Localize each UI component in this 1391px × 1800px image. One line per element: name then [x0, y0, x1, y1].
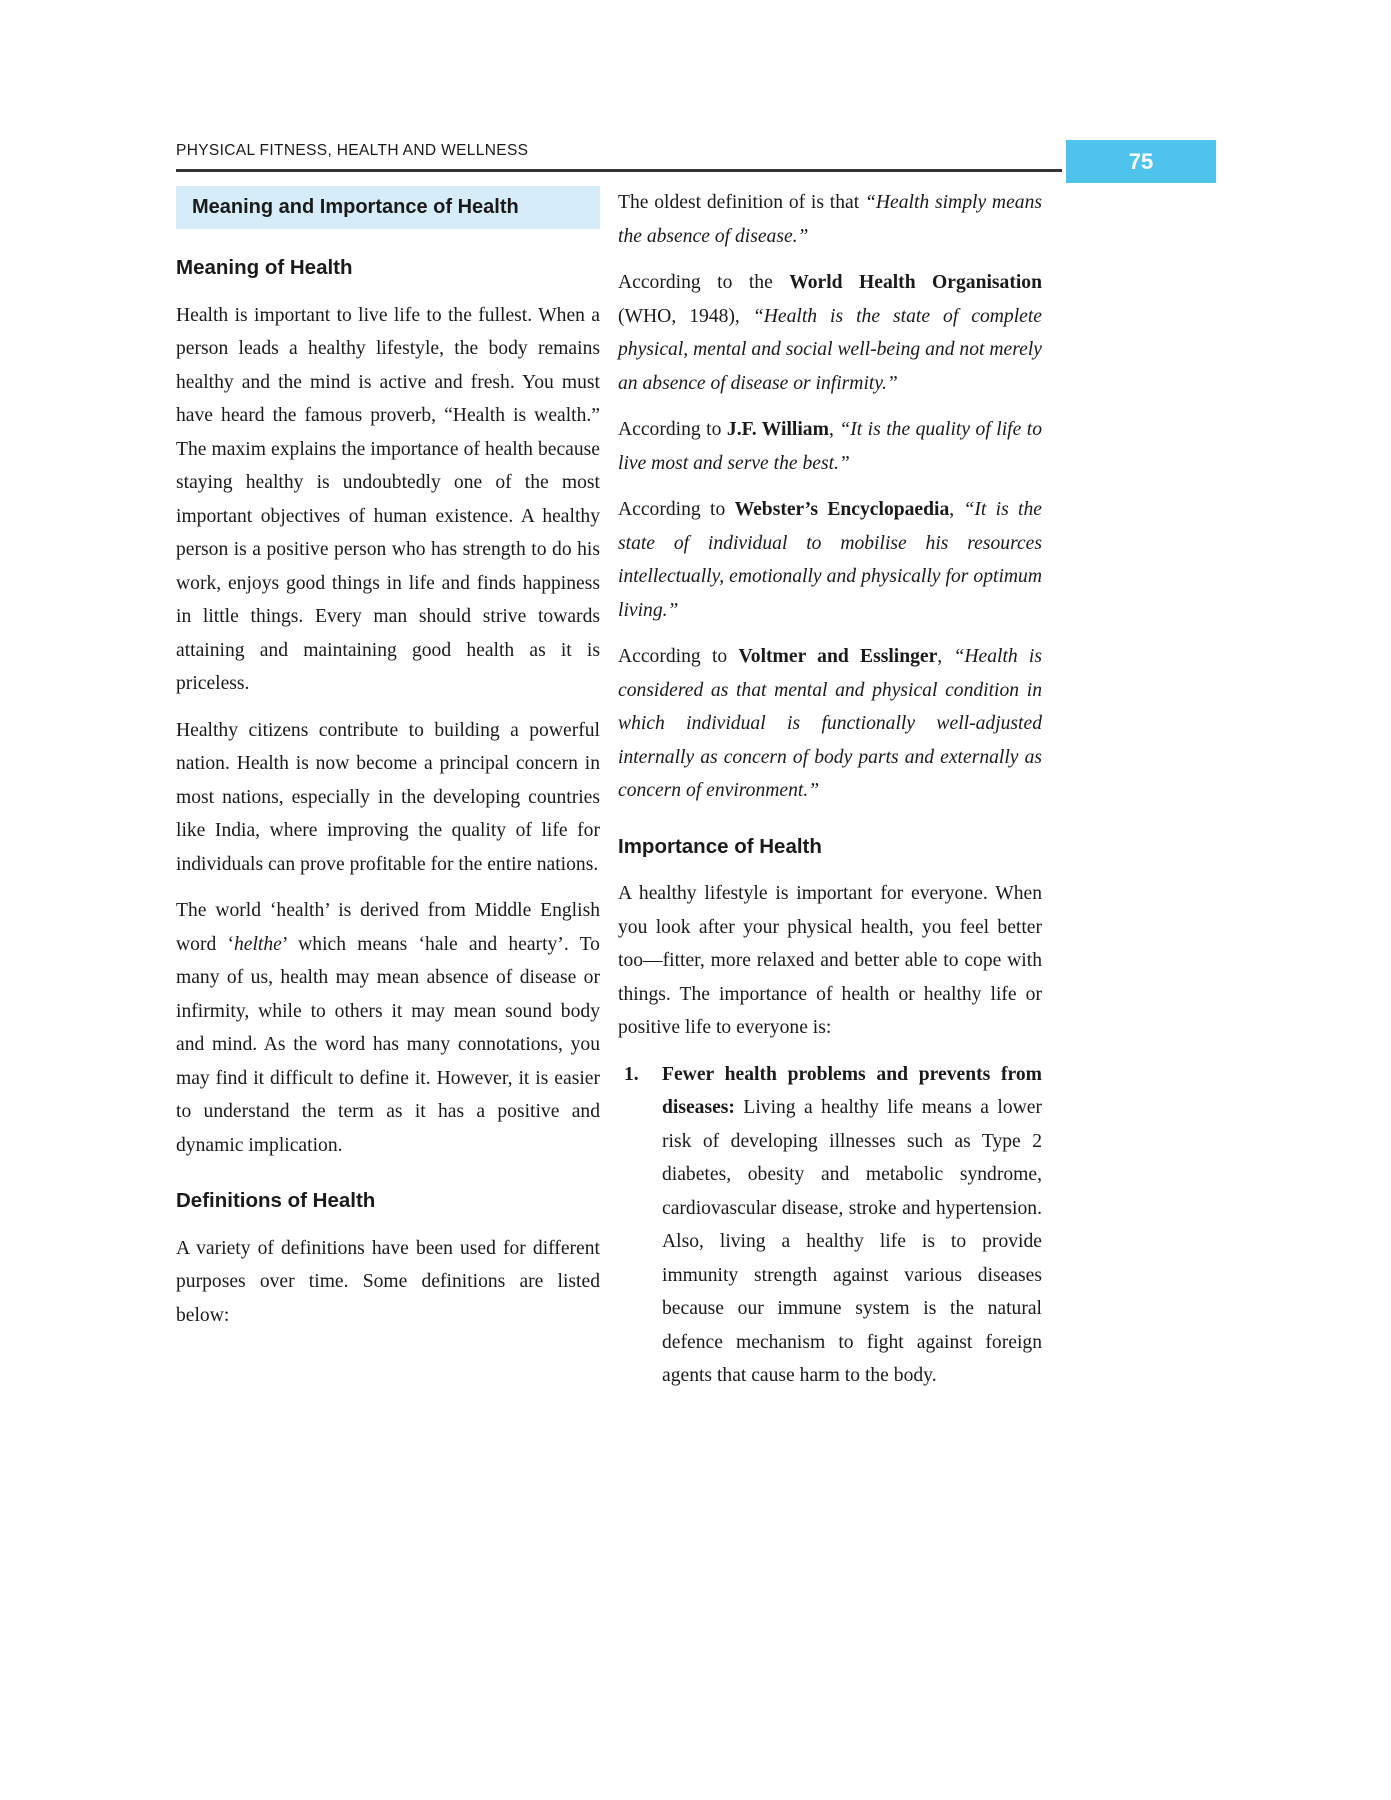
- definition-web-lead: According to: [618, 499, 735, 520]
- definition-jf-william: [618, 413, 1042, 480]
- definition-jf-lead: According to: [618, 419, 727, 440]
- word-helthe-italic: helthe: [234, 933, 282, 955]
- paragraph-meaning-2: Healthy citizens contribute to building a powerful nation. Health is now become a principal concern in most nations, especially in the developing countries like India, where improving the quality of life for individuals can prove profitable for the entire nations.: [176, 719, 600, 875]
- definition-web-quote: “It is the state of individual to mobilise his resources intellectually, emotionally and physically for optimum living.”: [618, 499, 1042, 621]
- definition-oldest: [618, 186, 1042, 253]
- section-banner-heading: Meaning and Importance of Health: [176, 186, 600, 229]
- importance-ordered-list: [618, 1058, 1042, 1393]
- definition-vol-mid: ,: [937, 646, 954, 667]
- paragraph-meaning-3-part-a: The world ‘health’ is derived from Middle English word ‘: [176, 900, 600, 955]
- paragraph-importance-intro: A healthy lifestyle is important for everyone. When you look after your physical health, you feel better too—fitter, more relaxed and better able to cope with things. The importance of health or healthy life or positive life to everyone is:: [618, 883, 1042, 1039]
- list-item: [662, 1058, 1042, 1393]
- page-header: [176, 142, 1214, 182]
- definition-voltmer-esslinger: [618, 640, 1042, 808]
- definition-oldest-lead: The oldest definition of is that: [618, 192, 865, 213]
- heading-importance-of-health: Importance of Health: [618, 834, 822, 858]
- heading-definitions-of-health: Definitions of Health: [176, 1189, 376, 1213]
- definition-vol-source-name: Voltmer and Esslinger: [738, 646, 938, 667]
- definition-web-source-name: Webster’s Encyclopaedia: [734, 499, 950, 520]
- running-head: PHYSICAL FITNESS, HEALTH AND WELLNESS: [176, 142, 529, 159]
- definition-who: [618, 266, 1042, 400]
- header-divider-rule: [176, 169, 1062, 172]
- definition-who-lead: According to the: [618, 272, 790, 293]
- definition-who-source-name: World Health Organisation: [789, 272, 1043, 293]
- definition-who-quote: “Health is the state of complete physical, mental and social well-being and not merely an absence of disease or infirmity.”: [618, 305, 1042, 394]
- paragraph-definitions-intro: A variety of definitions have been used for different purposes over time. Some definitions are listed below:: [176, 1237, 600, 1326]
- definition-web-mid: ,: [949, 499, 964, 520]
- page-number-badge: 75: [1066, 140, 1216, 183]
- paragraph-meaning-3: [176, 894, 600, 1162]
- list-item-bold-lead: Fewer health problems and prevents from diseases:: [662, 1063, 1042, 1119]
- definition-who-mid: (WHO, 1948),: [618, 305, 753, 327]
- definition-jf-mid: ,: [828, 419, 840, 440]
- definition-oldest-quote: “Health simply means the absence of disease.”: [618, 192, 1042, 247]
- definition-jf-quote: “It is the quality of life to live most and serve the best.”: [618, 419, 1042, 474]
- left-column: [176, 186, 600, 1332]
- definition-jf-source-name: J.F. William: [726, 419, 829, 440]
- heading-meaning-of-health: Meaning of Health: [176, 256, 353, 279]
- definition-vol-lead: According to: [618, 646, 739, 667]
- paragraph-meaning-1: Health is important to live life to the fullest. When a person leads a healthy lifestyle, the body remains healthy and the mind is active and fresh. You must have heard the famous proverb, “Health is wealth.” The maxim explains the importance of health because staying healthy is undoubtedly one of the most important objectives of human existence. A healthy person is a positive person who has strength to do his work, enjoys good things in life and finds happiness in little things. Every man should strive towards attaining and maintaining good health as it is priceless.: [176, 304, 600, 695]
- definition-websters: [618, 493, 1042, 627]
- definition-vol-quote: “Health is considered as that mental and physical condition in which individual is functionally well-adjusted internally as concern of body parts and externally as concern of environment.”: [618, 646, 1042, 801]
- paragraph-meaning-3-part-b: ’ which means ‘hale and hearty’. To many of us, health may mean absence of disease or infirmity, while to others it may mean sound body and mind. As the word has many connotations, you may find it difficult to define it. However, it is easier to understand the term as it has a positive and dynamic implication.: [176, 933, 600, 1156]
- list-item-text: Living a healthy life means a lower risk of developing illnesses such as Type 2 diabetes, obesity and metabolic syndrome, cardiovascular disease, stroke and hypertension. Also, living a healthy life is to provide immunity strength against various diseases because our immune system is the natural defence mechanism to fight against foreign agents that cause harm to the body.: [662, 1097, 1042, 1387]
- right-column: [618, 186, 1042, 1406]
